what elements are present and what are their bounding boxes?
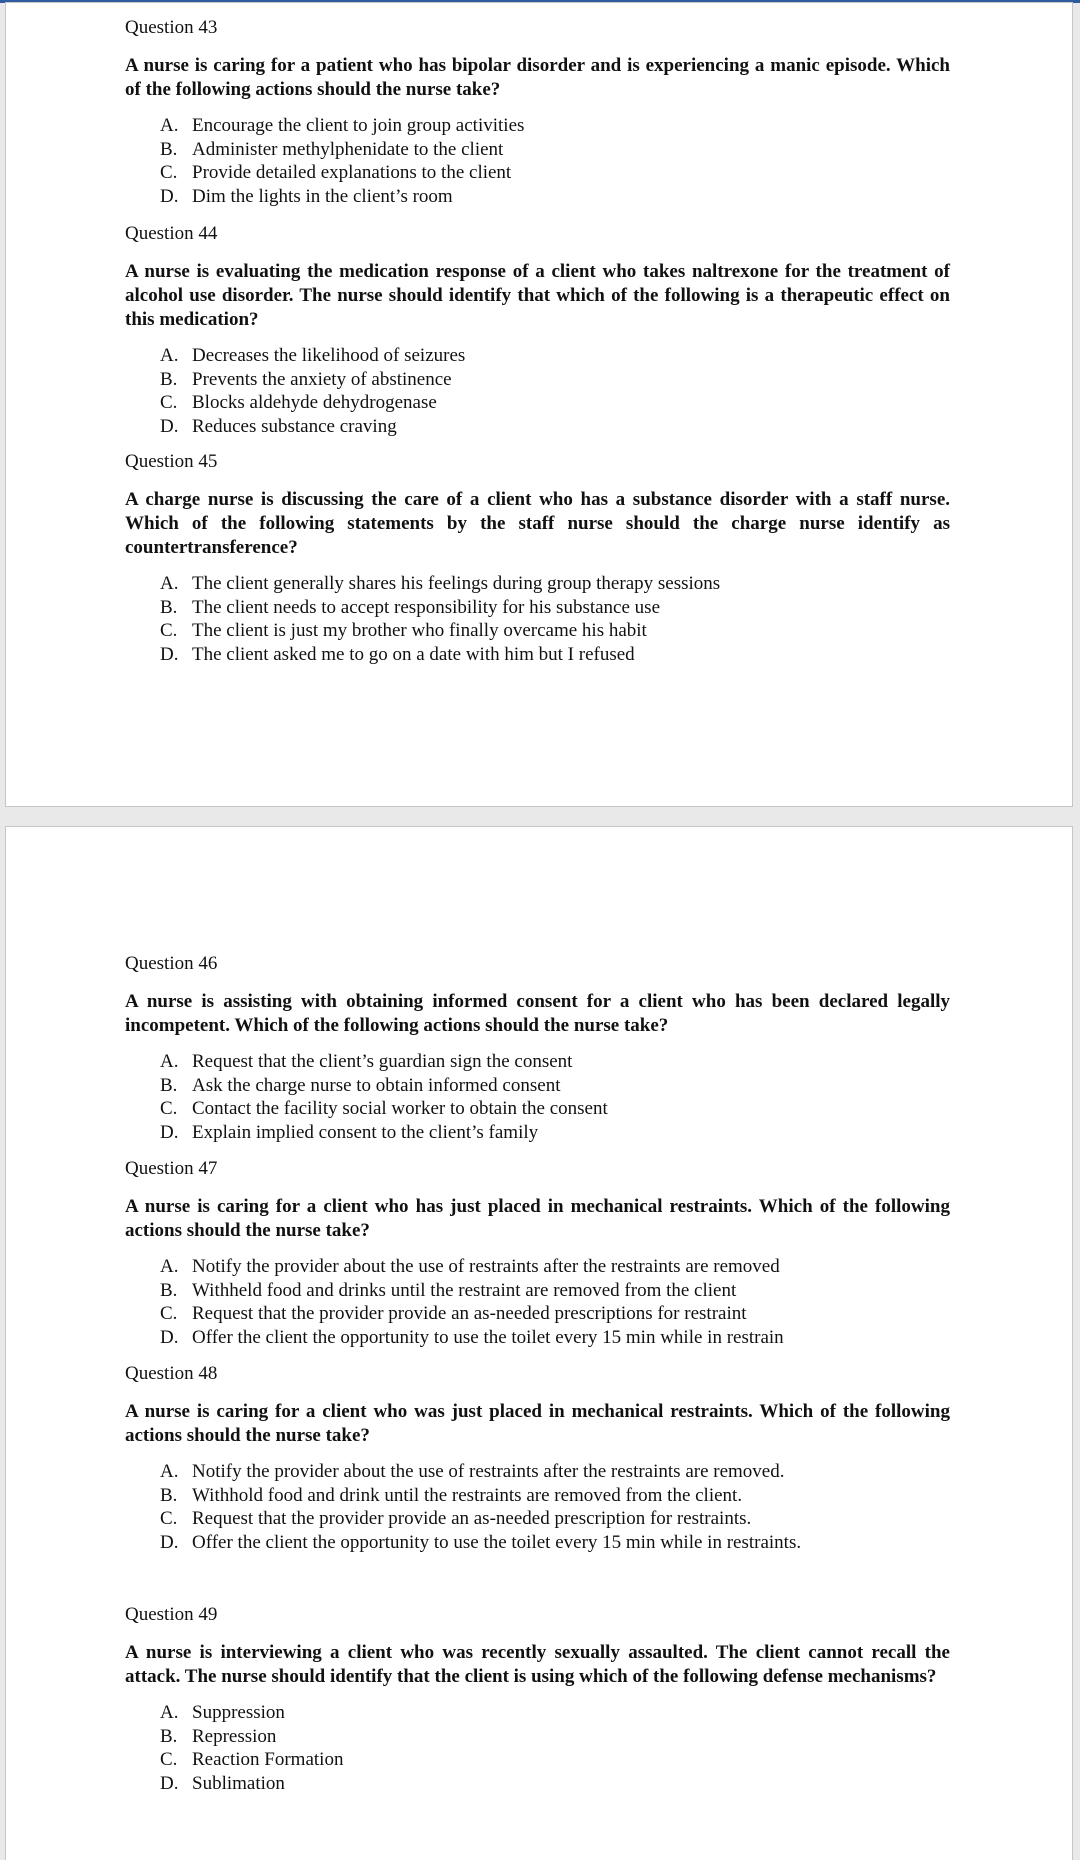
option-letter: A. [160,1702,179,1723]
question-stem: A nurse is caring for a patient who has bipolar disorder and is experiencing a manic episode. Which of the following actions should the nurse take? [125,55,950,100]
option-text: Request that the provider provide an as-needed prescriptions for restraint [192,1303,747,1324]
question-title: Question 48 [125,1363,218,1384]
answer-option-c [160,161,950,185]
option-letter: D. [160,185,179,207]
answer-option-d [160,185,950,209]
option-letter: A. [160,345,179,366]
option-letter: C. [160,162,178,183]
answer-option-a [160,1050,950,1074]
answer-option-d [160,643,950,667]
answer-option-b [160,368,950,392]
option-text: Dim the lights in the client’s room [192,185,453,207]
answer-option-d [160,1531,950,1555]
answer-options [125,1460,950,1554]
question-stem: A charge nurse is discussing the care of a client who has a substance disorder with a staff nurse. Which of the following statements by the staff nurse should the charge nurse identify as countertransference? [125,489,950,558]
question-47 [125,1157,950,1349]
answer-options [125,114,950,208]
option-letter: D. [160,1531,179,1553]
option-text: Ask the charge nurse to obtain informed consent [192,1074,561,1096]
option-letter: C. [160,392,178,413]
option-letter: C. [160,1303,178,1324]
option-letter: D. [160,1326,179,1348]
answer-option-a [160,1255,950,1279]
option-text: Request that the provider provide an as-needed prescription for restraints. [192,1508,752,1529]
option-text: Request that the client’s guardian sign the consent [192,1051,573,1072]
question-48 [125,1362,950,1554]
option-letter: C. [160,620,178,641]
option-letter: A. [160,115,179,136]
option-text: Suppression [192,1702,285,1723]
answer-option-d [160,1326,950,1350]
answer-option-b [160,138,950,162]
option-text: Offer the client the opportunity to use the toilet every 15 min while in restraints. [192,1531,802,1553]
option-text: The client asked me to go on a date with him but I refused [192,643,635,665]
option-text: Sublimation [192,1772,285,1794]
option-text: Reaction Formation [192,1749,344,1770]
answer-options [125,572,950,666]
answer-option-a [160,572,950,596]
option-letter: B. [160,1074,178,1096]
option-letter: A. [160,1051,179,1072]
answer-option-d [160,1121,950,1145]
question-49 [125,1603,950,1795]
question-stem: A nurse is caring for a client who has just placed in mechanical restraints. Which of the following actions should the nurse take? [125,1196,950,1241]
option-letter: D. [160,1121,179,1143]
question-stem: A nurse is interviewing a client who was recently sexually assaulted. The client cannot recall the attack. The nurse should identify that the client is using which of the following defense mechanisms? [125,1642,950,1687]
question-title: Question 49 [125,1604,218,1625]
answer-option-a [160,344,950,368]
answer-options [125,1255,950,1349]
option-letter: B. [160,368,178,390]
option-text: Withhold food and drink until the restraints are removed from the client. [192,1484,743,1506]
answer-option-c [160,1507,950,1531]
option-text: Provide detailed explanations to the client [192,162,512,183]
option-letter: A. [160,573,179,594]
answer-option-c [160,1748,950,1772]
option-letter: D. [160,643,179,665]
question-title: Question 46 [125,953,218,974]
question-stem: A nurse is evaluating the medication response of a client who takes naltrexone for the treatment of alcohol use disorder. The nurse should identify that which of the following is a therapeutic effect on this medication? [125,261,950,330]
answer-options [125,1701,950,1795]
option-text: Reduces substance craving [192,415,397,437]
question-title: Question 44 [125,223,218,244]
option-letter: B. [160,596,178,618]
answer-option-d [160,415,950,439]
option-letter: D. [160,1772,179,1794]
option-letter: A. [160,1256,179,1277]
option-letter: B. [160,1725,178,1747]
option-letter: D. [160,415,179,437]
answer-option-b [160,1279,950,1303]
option-text: Decreases the likelihood of seizures [192,345,466,366]
option-text: Blocks aldehyde dehydrogenase [192,392,437,413]
answer-option-b [160,1074,950,1098]
answer-option-b [160,1484,950,1508]
option-letter: B. [160,138,178,160]
answer-option-a [160,1701,950,1725]
option-text: Withheld food and drinks until the restraint are removed from the client [192,1279,737,1301]
answer-option-c [160,391,950,415]
answer-option-a [160,1460,950,1484]
option-letter: B. [160,1484,178,1506]
option-text: Repression [192,1725,277,1747]
question-stem: A nurse is assisting with obtaining informed consent for a client who has been declared legally incompetent. Which of the following actions should the nurse take? [125,991,950,1036]
question-45 [125,450,950,666]
option-text: Explain implied consent to the client’s family [192,1121,539,1143]
option-text: Offer the client the opportunity to use the toilet every 15 min while in restrain [192,1326,784,1348]
option-text: Contact the facility social worker to obtain the consent [192,1098,608,1119]
question-43 [125,16,950,208]
option-letter: B. [160,1279,178,1301]
answer-option-b [160,1725,950,1749]
option-text: The client is just my brother who finally overcame his habit [192,620,647,641]
option-text: Notify the provider about the use of restraints after the restraints are removed. [192,1461,785,1482]
option-text: The client generally shares his feelings during group therapy sessions [192,573,721,594]
answer-option-d [160,1772,950,1796]
option-text: The client needs to accept responsibility for his substance use [192,596,661,618]
option-letter: C. [160,1098,178,1119]
question-44 [125,222,950,438]
answer-option-c [160,619,950,643]
answer-options [125,344,950,438]
answer-option-c [160,1302,950,1326]
question-title: Question 47 [125,1158,218,1179]
option-letter: C. [160,1749,178,1770]
answer-option-a [160,114,950,138]
option-letter: A. [160,1461,179,1482]
question-46 [125,952,950,1144]
option-text: Prevents the anxiety of abstinence [192,368,452,390]
option-text: Encourage the client to join group activities [192,115,525,136]
option-text: Notify the provider about the use of restraints after the restraints are removed [192,1256,780,1277]
question-stem: A nurse is caring for a client who was just placed in mechanical restraints. Which of the following actions should the nurse take? [125,1401,950,1446]
question-title: Question 43 [125,17,218,38]
answer-option-b [160,596,950,620]
option-letter: C. [160,1508,178,1529]
answer-option-c [160,1097,950,1121]
answer-options [125,1050,950,1144]
question-title: Question 45 [125,451,218,472]
option-text: Administer methylphenidate to the client [192,138,504,160]
